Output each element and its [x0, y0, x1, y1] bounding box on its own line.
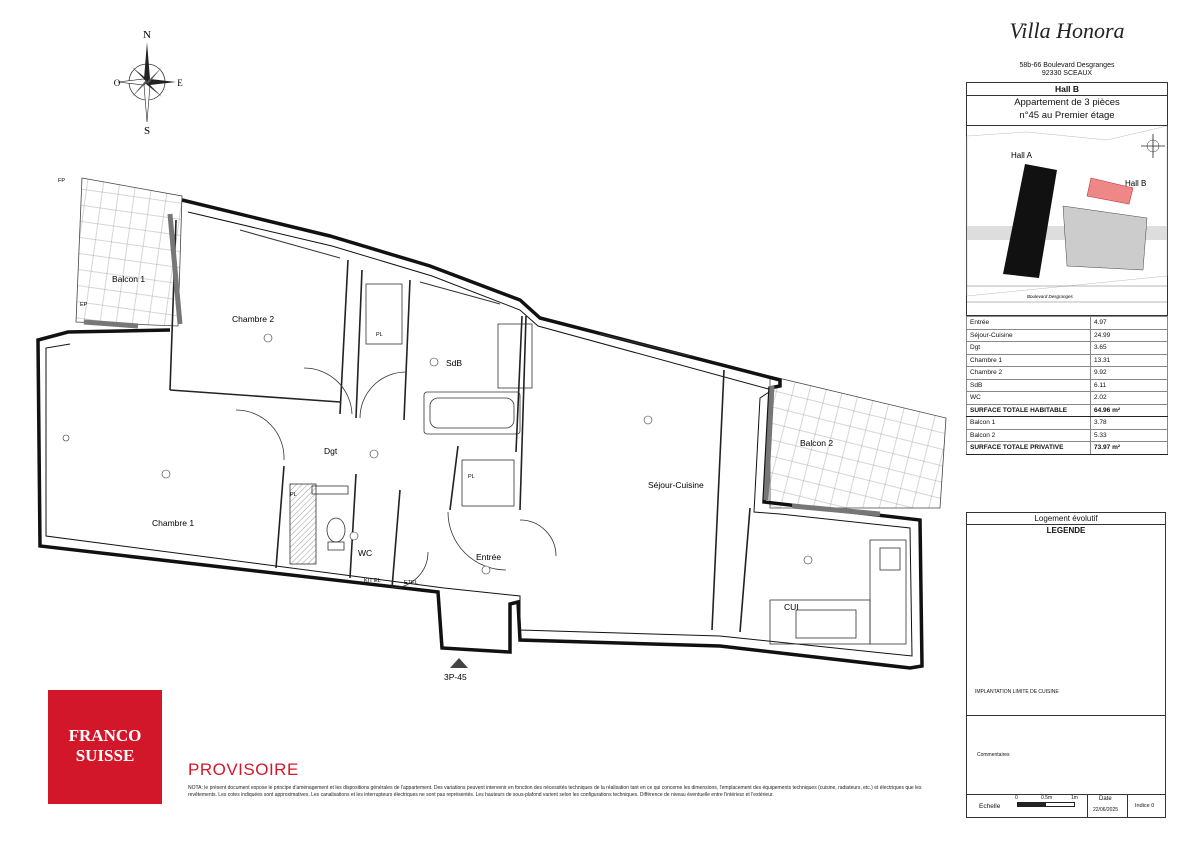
label-entree: Entrée — [476, 552, 502, 562]
location-hall-b: Hall B — [1125, 179, 1147, 188]
address-line-1: 58b-66 Boulevard Desgranges — [1019, 62, 1115, 69]
comments-label: Commentaires — [977, 752, 1010, 758]
surface-row — [967, 392, 1168, 405]
date-label: Date — [1099, 796, 1112, 802]
surface-label: Chambre 1 — [967, 354, 1091, 367]
label-chambre-1: Chambre 1 — [152, 518, 195, 528]
legend-implantation: IMPLANTATION LIMITE DE CUISINE — [975, 689, 1059, 695]
surface-row — [967, 354, 1168, 367]
legend-panel — [966, 512, 1166, 716]
mark-pl-3: PL — [468, 474, 475, 480]
label-chambre-2: Chambre 2 — [232, 314, 275, 324]
mark-fp: FP — [58, 178, 66, 184]
surface-label: Chambre 2 — [967, 367, 1091, 380]
mark-ep: EP — [80, 302, 88, 308]
balcon-1-area — [76, 178, 182, 326]
surface-habitable-row — [967, 404, 1168, 417]
apartment-floor: n°45 au Premier étage — [1019, 110, 1115, 121]
apartment-type: Appartement de 3 pièces — [1014, 97, 1120, 108]
location-map — [966, 126, 1168, 316]
mark-etel: ETEL — [404, 580, 418, 586]
entrance-marker-icon — [450, 658, 468, 668]
surface-label: WC — [967, 392, 1091, 405]
surface-label: SURFACE TOTALE HABITABLE — [967, 404, 1091, 417]
legal-note: NOTA: le présent document expose le principe d'aménagement et les dispositions générales de l'appartement. Des variations peuvent intervenir en fonction des nécessités techniques de la réalisation tant en ce qui concerne les dimensions, l'emplacement des équipements techniques (cuisine, radiateurs, etc.) et électriques que les revêtements. Les cotes indiquées sont approximatives. Les canalisations et les interrupteurs électriques ne sont pas représentés. Les hauteurs de sous-plafond varient selon les configurations techniques. Différence de niveau éventuelle entre l'intérieur et l'extérieur. — [188, 785, 922, 798]
label-balcon-1: Balcon 1 — [112, 274, 146, 284]
label-balcon-2: Balcon 2 — [800, 438, 834, 448]
hall-header — [966, 82, 1168, 126]
scale-one: 1m — [1071, 795, 1078, 801]
surface-label: SdB — [967, 379, 1091, 392]
surface-value: 3.78 — [1091, 417, 1168, 430]
surface-table — [966, 316, 1168, 455]
label-dgt: Dgt — [324, 446, 338, 456]
index-value: Indice 0 — [1135, 803, 1155, 809]
balcon-2-area — [770, 376, 946, 508]
logo-line-1: FRANCO — [68, 726, 142, 745]
location-hall-a: Hall A — [1011, 151, 1032, 160]
franco-suisse-logo — [48, 690, 162, 804]
surface-row — [967, 379, 1168, 392]
surface-privative-row — [967, 442, 1168, 455]
label-wc: WC — [358, 548, 373, 558]
mark-pl-1: PL — [376, 332, 383, 338]
label-cui: CUI — [784, 602, 799, 612]
placard-chambre2 — [366, 284, 402, 344]
surface-value: 13.31 — [1091, 354, 1168, 367]
logo-line-2: SUISSE — [75, 746, 135, 765]
comments-block — [966, 716, 1166, 794]
address-line-2: 92330 SCEAUX — [1041, 70, 1093, 77]
compass-o-label: O — [113, 78, 121, 88]
label-sejour: Séjour-Cuisine — [648, 480, 704, 490]
scale-label: Echelle — [979, 803, 1001, 810]
door-ref-label: 3P-45 — [444, 672, 467, 682]
brand-name: Villa Honora — [1009, 18, 1125, 43]
toilet — [327, 518, 345, 542]
status-label: PROVISOIRE — [188, 760, 299, 779]
location-street: Boulevard Desgranges — [1027, 294, 1073, 299]
balcon-row — [967, 429, 1168, 442]
surface-label: SURFACE TOTALE PRIVATIVE — [967, 442, 1091, 455]
surface-label: Balcon 2 — [967, 429, 1091, 442]
scale-zero: 0 — [1015, 795, 1018, 801]
surface-value: 6.11 — [1091, 379, 1168, 392]
surface-value: 4.97 — [1091, 317, 1168, 330]
surface-row — [967, 342, 1168, 355]
placard-entree — [462, 460, 514, 506]
surface-value: 9.92 — [1091, 367, 1168, 380]
scale-bar — [1017, 802, 1075, 807]
surface-row — [967, 329, 1168, 342]
compass-s-label: S — [143, 125, 151, 137]
surface-value: 5.33 — [1091, 429, 1168, 442]
surface-label: Balcon 1 — [967, 417, 1091, 430]
surface-row — [967, 367, 1168, 380]
mark-pl-2: PL — [290, 492, 297, 498]
surface-value: 2.02 — [1091, 392, 1168, 405]
scale-box — [966, 794, 1166, 818]
scale-half: 0.5m — [1041, 795, 1053, 801]
hall-title: Hall B — [967, 83, 1167, 96]
mark-kit-el: KIT EL — [364, 578, 381, 584]
compass-e-label: E — [177, 78, 183, 88]
balcon-row — [967, 417, 1168, 430]
surface-label: Séjour-Cuisine — [967, 329, 1091, 342]
legend-subtitle: LEGENDE — [1046, 526, 1086, 535]
surface-label: Dgt — [967, 342, 1091, 355]
surface-value: 64.96 m² — [1091, 404, 1168, 417]
surface-value: 3.65 — [1091, 342, 1168, 355]
address-block — [966, 62, 1168, 78]
surface-row — [967, 317, 1168, 330]
label-sdb: SdB — [446, 358, 463, 368]
legend-title: Logement évolutif — [967, 513, 1165, 525]
compass-n-label: N — [143, 29, 151, 41]
surface-value: 73.97 m² — [1091, 442, 1168, 455]
date-value: 22/06/2025 — [1093, 807, 1119, 813]
surface-value: 24.99 — [1091, 329, 1168, 342]
surface-label: Entrée — [967, 317, 1091, 330]
